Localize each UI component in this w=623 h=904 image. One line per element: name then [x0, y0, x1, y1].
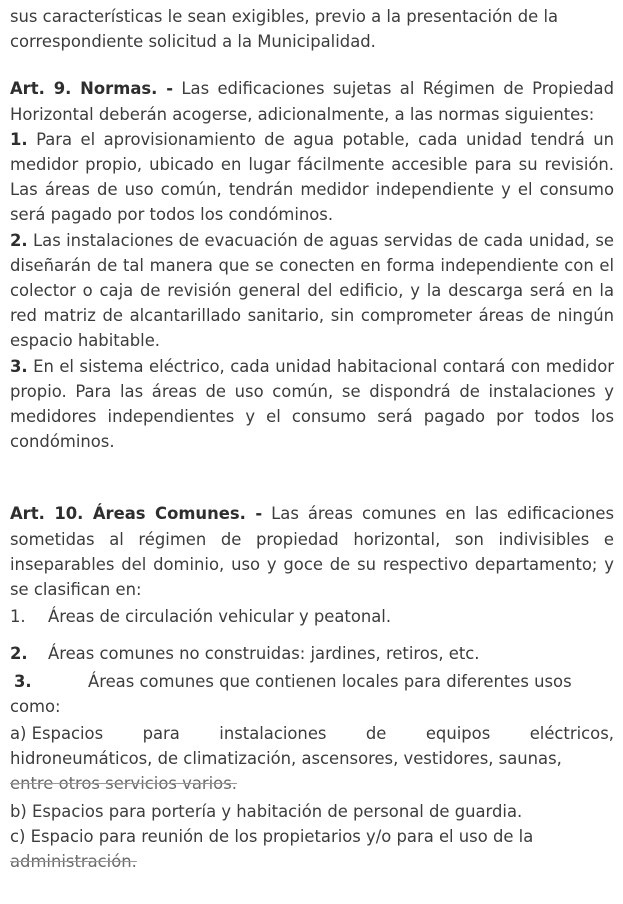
art9-item-3 [10, 354, 614, 455]
art10-item-1-text: Áreas de circulación vehicular y peatonal. [48, 607, 392, 627]
art9-item-1-text: Para el aprovisionamiento de agua potable, cada unidad tendrá un medidor propio, ubicado en lugar fácilmente accesible para su revisión. Las áreas de uso común, tendrán medidor independiente y el consumo será pagado por todos los condóminos. [10, 129, 614, 225]
art10-heading: Art. 10. Áreas Comunes. - [10, 504, 263, 524]
art10-sub-a-line-3: entre otros servicios varios. [10, 774, 237, 794]
art10-sub-a-word-1: a) Espacios [10, 724, 104, 744]
art9-item-2-number: 2. [10, 230, 28, 250]
art9-paragraph [10, 76, 614, 126]
document-page [10, 4, 614, 874]
art9-item-1-number: 1. [10, 129, 28, 149]
art10-sub-a-word-5: equipos [425, 724, 491, 744]
art10-text: Las áreas comunes en las edificaciones sometidas al régimen de propiedad horizontal, son indivisibles e inseparables del dominio, uso y goce de su respectivo departamento; y se clasifican en: [10, 504, 614, 600]
art10-item-2-number: 2. [10, 644, 28, 664]
art9-item-3-number: 3. [10, 356, 28, 376]
art10-item-3-text: Áreas comunes que contienen locales para diferentes usos [88, 671, 572, 691]
art10-item-3-continuation: como: [10, 696, 61, 716]
art10-item-2-text: Áreas comunes no construidas: jardines, retiros, etc. [48, 644, 480, 664]
art10-sub-a-word-2: para [142, 724, 180, 744]
art10-sub-c-line-2: administración. [10, 852, 137, 872]
art9-item-3-text: En el sistema eléctrico, cada unidad habitacional contará con medidor propio. Para las áreas de uso común, se dispondrá de instalaciones y medidores independientes y el consumo será pagado por todos los condóminos. [10, 356, 614, 452]
art10-sub-a-word-4: de [365, 724, 387, 744]
art10-sub-c-line-1: c) Espacio para reunión de los propietarios y/o para el uso de la [10, 826, 534, 846]
art10-sub-a-word-3: instalaciones [219, 724, 327, 744]
art10-item-3-number: 3. [14, 671, 32, 691]
art10-item-1 [10, 604, 614, 629]
art10-sub-a-line-1 [10, 721, 614, 746]
intro-paragraph [10, 4, 614, 54]
art10-item-1-number: 1. [10, 607, 26, 627]
art9-item-2-text: Las instalaciones de evacuación de aguas servidas de cada unidad, se diseñarán de tal manera que se conecten en forma independiente con el colector o caja de revisión general del edificio, y la descarga será en la red matriz de alcantarillado sanitario, sin comprometer áreas de ningún espacio habitable. [10, 230, 614, 351]
intro-line-1: sus características le sean exigibles, previo a la presentación de la [10, 7, 559, 26]
art9-item-1 [10, 127, 614, 228]
art10-item-2 [10, 641, 614, 666]
intro-line-2: correspondiente solicitud a la Municipalidad. [10, 32, 376, 52]
art10-paragraph [10, 501, 614, 602]
art9-heading: Art. 9. Normas. - [10, 79, 174, 99]
art9-item-2 [10, 228, 614, 354]
art10-sub-b: b) Espacios para portería y habitación de personal de guardia. [10, 801, 523, 821]
art10-sub-a-line-2: hidroneumáticos, de climatización, ascensores, vestidores, saunas, [10, 749, 562, 769]
art9-text: Las edificaciones sujetas al Régimen de Propiedad Horizontal deberán acogerse, adicionalmente, a las normas siguientes: [10, 79, 614, 124]
art10-sub-a-word-6: eléctricos, [529, 724, 614, 744]
art10-item-3 [10, 669, 614, 694]
